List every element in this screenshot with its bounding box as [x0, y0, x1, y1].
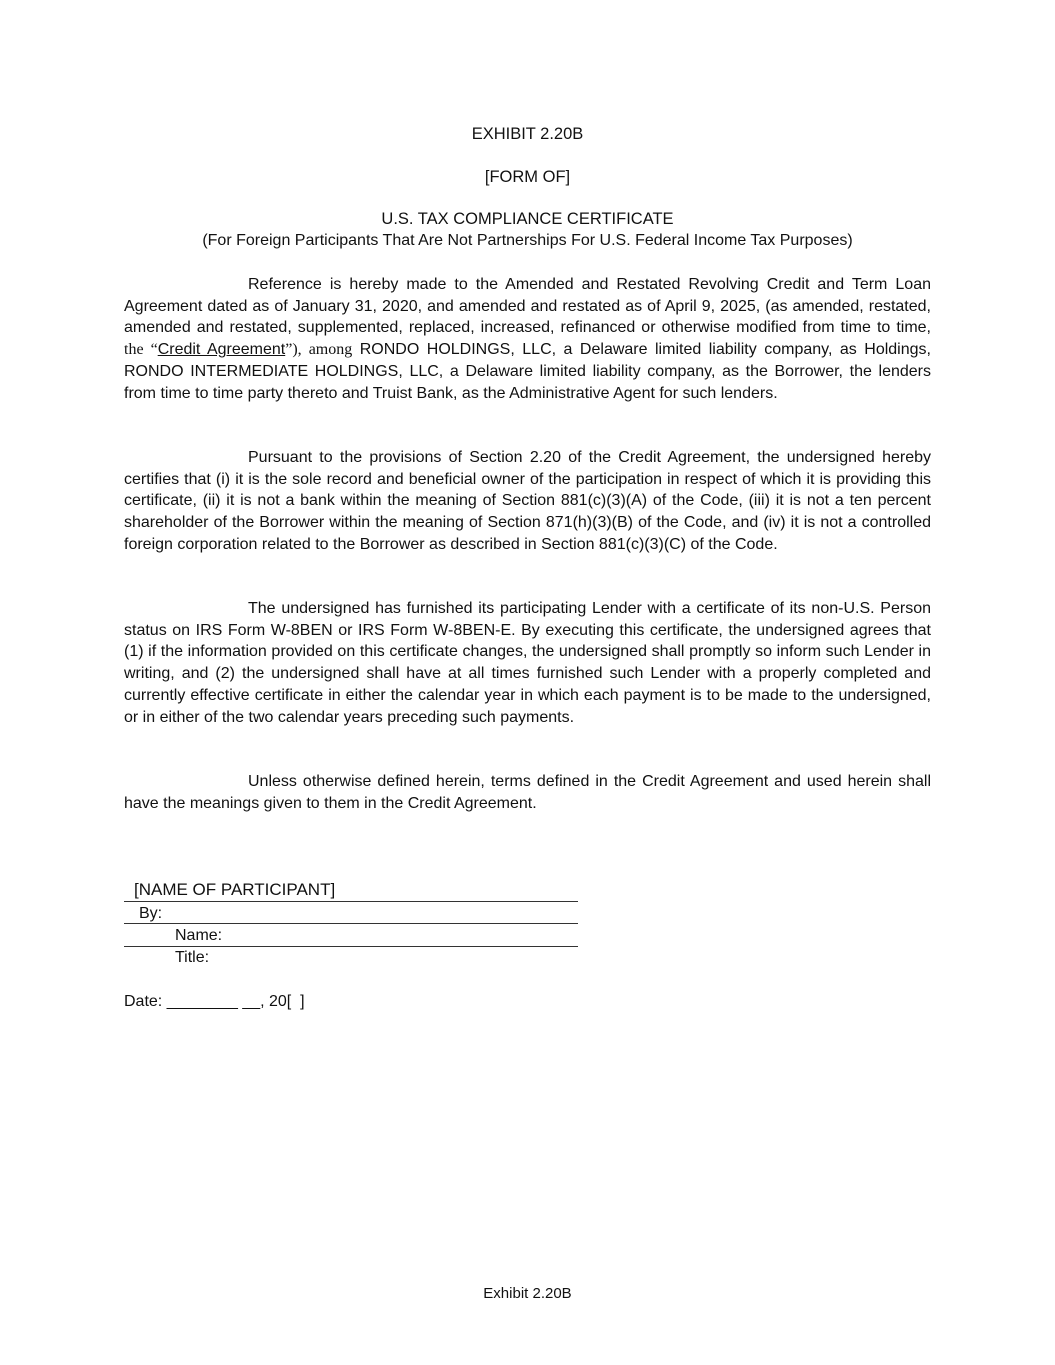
p1-text-b: the “ — [124, 341, 158, 359]
p1-text-d: RONDO HOLDINGS, LLC, a Delaware limited liability company, as Holdings, RONDO INTERMEDIATE HOLDINGS, LLC, a Delaware limited liability company, as the Borrower, the lenders from time to time party thereto and Truist Bank, as the Administrative Agent for such lenders. — [124, 341, 931, 402]
name-line — [124, 946, 578, 947]
signature-line — [124, 901, 578, 902]
name-label: Name: — [175, 927, 223, 944]
paragraph-reference — [124, 274, 931, 404]
certificate-title: U.S. TAX COMPLIANCE CERTIFICATE — [381, 210, 674, 228]
title-label: Title: — [175, 949, 210, 966]
defined-term-credit-agreement: Credit Agreement — [157, 341, 286, 359]
page-footer: Exhibit 2.20B — [483, 1285, 572, 1302]
paragraph-definitions: Unless otherwise defined herein, terms defined in the Credit Agreement and used herein shall have the meanings given to them in the Credit Agreement. — [124, 773, 931, 812]
certificate-subtitle: (For Foreign Participants That Are Not Partnerships For U.S. Federal Income Tax Purposes) — [202, 232, 853, 249]
participant-name: [NAME OF PARTICIPANT] — [134, 880, 336, 899]
paragraph-certification: Pursuant to the provisions of Section 2.20 of the Credit Agreement, the undersigned hereby certifies that (i) it is the sole record and beneficial owner of the participation in respect of which it is providing this certificate, (ii) it is not a bank within the meaning of Section 881(c)(3)(A) of the Code, (iii) it is not a ten percent shareholder of the Borrower within the meaning of Section 871(h)(3)(B) of the Code, and (iv) it is not a controlled foreign corporation related to the Borrower as described in Section 881(c)(3)(C) of the Code. — [124, 449, 931, 553]
p1-text-a: Reference is hereby made to the Amended and Restated Revolving Credit and Term Loan Agreement dated as of January 31, 2020, and amended and restated as of April 9, 2025, (as amended, restated, amended and restated, supplemented, replaced, increased, refinanced or otherwise modified from time to time, — [124, 276, 931, 337]
form-of-heading: [FORM OF] — [484, 168, 571, 186]
p1-text-c: ”), among — [285, 341, 353, 359]
exhibit-heading: EXHIBIT 2.20B — [471, 125, 584, 143]
date-field: Date: ________ __, 20[ ] — [124, 993, 305, 1010]
by-label: By: — [139, 905, 163, 922]
by-line — [124, 923, 578, 924]
paragraph-undertaking: The undersigned has furnished its participating Lender with a certificate of its non-U.S. Person status on IRS Form W-8BEN or IRS Form W-8BEN-E. By executing this certificate, the undersigned agrees that (1) if the information provided on this certificate changes, the undersigned shall promptly so inform such Lender in writing, and (2) the undersigned shall have at all times furnished such Lender with a properly completed and currently effective certificate in either the calendar year in which each payment is to be made to the undersigned, or in either of the two calendar years preceding such payments. — [124, 600, 931, 726]
